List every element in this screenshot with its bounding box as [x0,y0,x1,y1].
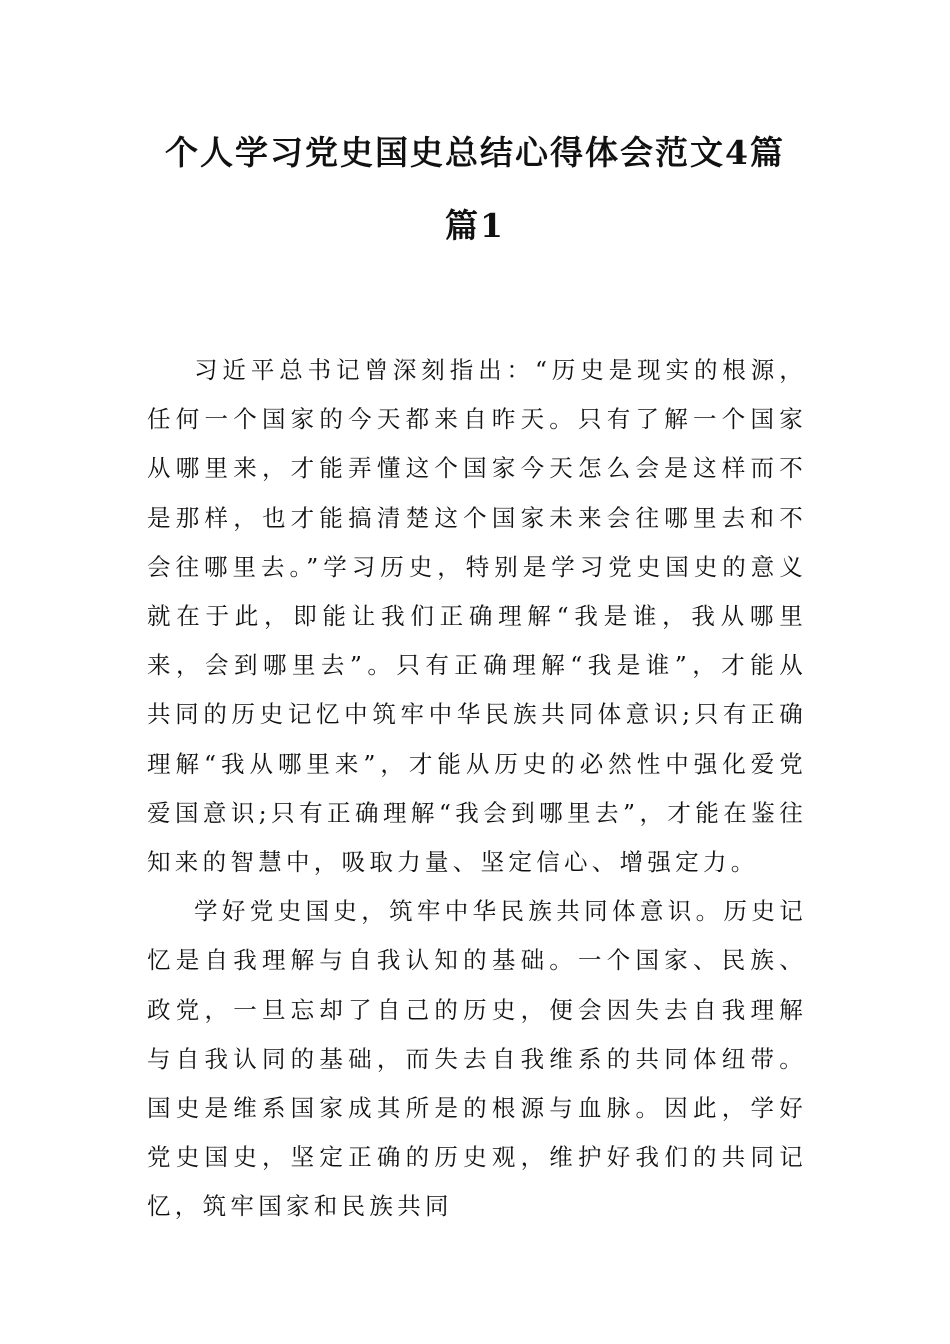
paragraph: 习近平总书记曾深刻指出：“历史是现实的根源，任何一个国家的今天都来自昨天。只有了解一个国家从哪里来，才能弄懂这个国家今天怎么会是这样而不是那样，也才能搞清楚这个国家未来会往哪里去和不会往哪里去。”学习历史，特别是学习党史国史的意义就在于此，即能让我们正确理解“我是谁，我从哪里来，会到哪里去”。只有正确理解“我是谁”，才能从共同的历史记忆中筑牢中华民族共同体意识;只有正确理解“我从哪里来”，才能从历史的必然性中强化爱党爱国意识;只有正确理解“我会到哪里去”，才能在鉴往知来的智慧中，吸取力量、坚定信心、增强定力。 [147,356,807,877]
document-body [147,346,807,1232]
paragraph: 学好党史国史，筑牢中华民族共同体意识。历史记忆是自我理解与自我认知的基础。一个国家、民族、政党，一旦忘却了自己的历史，便会因失去自我理解与自我认同的基础，而失去自我维系的共同体纽带。国史是维系国家成其所是的根源与血脉。因此，学好党史国史，坚定正确的历史观，维护好我们的共同记忆，筑牢国家和民族共同 [147,897,807,1221]
section-heading: 篇1 [445,206,505,245]
document-title: 个人学习党史国史总结心得体会范文4篇 [165,133,785,172]
